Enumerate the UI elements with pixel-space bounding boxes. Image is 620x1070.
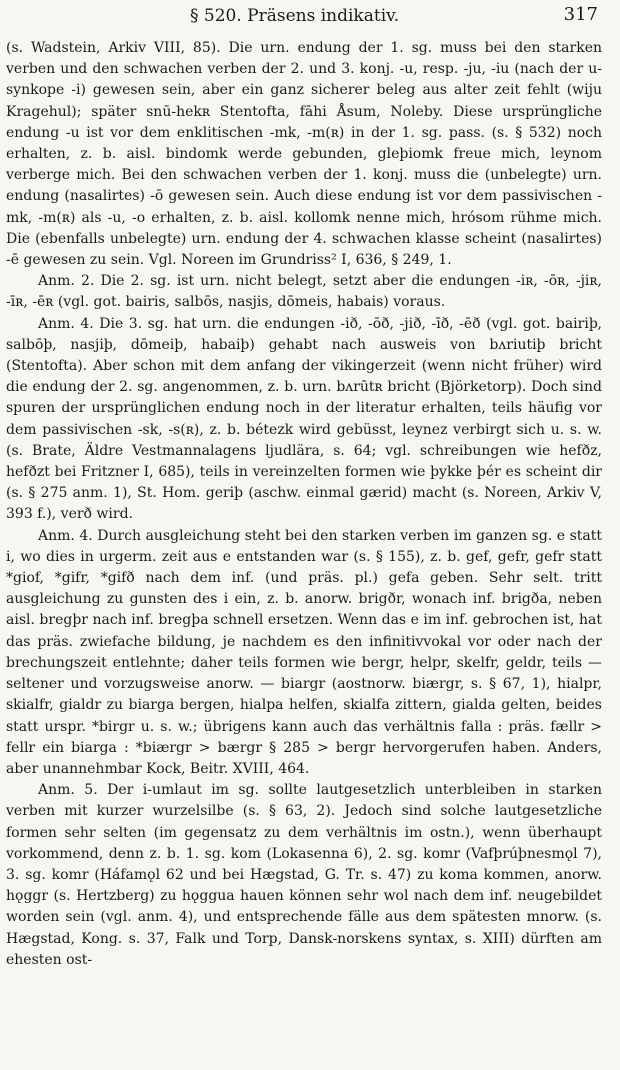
note-anm-4b: Anm. 4. Durch ausgleichung steht bei den starken verben im ganzen sg. e statt i, wo dies in urgerm. zeit aus e entstanden war (s. § 155), z. b. gef, gefr, gefr statt *giof, *gifr, *gifð nach dem inf. (und präs. pl.) gefa geben. Sehr selt. tritt ausgleichung zu gunsten des i ein, z. b. anorw. brigðr, wonach inf. brigða, neben aisl. bregþr nach inf. bregþa schnell ersetzen. Wenn das e im inf. gebrochen ist, hat das präs. zwiefache bildung, je nachdem es den infinitivvokal vor oder nach der brechungszeit entlehnte; daher teils formen wie bergr, helpr, skelfr, geldr, teils — seltener und vorzugsweise anorw. — biargr (aostnorw. biærgr, s. § 67, 1), hialpr, skialfr, gialdr zu biarga bergen, hialpa helfen, skialfa zittern, gialda gelten, beides statt urspr. *birgr u. s. w.; übrigens kann auch das verhältnis falla : präs. fællr > fellr ein biarga : *biærgr > bærgr § 285 > bergr hervorgerufen haben. Anders, aber unannehmbar Kock, Beitr. XVIII, 464. [6,527,602,777]
note-anm-5: Anm. 5. Der i-umlaut im sg. sollte lautgesetzlich unterbleiben in starken verben mit kurzer wurzelsilbe (s. § 63, 2). Jedoch sind solche lautgesetzliche formen sehr selten (im gegensatz zu dem verhältnis im ostn.), wenn überhaupt vorkommend, denn z. b. 1. sg. kom (Lokasenna 6), 2. sg. komr (Vafþrúþnesmǫl 7), 3. sg. komr (Háfamǫl 62 und bei Hægstad, G. Tr. s. 47) zu koma kommen, anorw. hǫggr (s. Hertzberg) zu hǫggua hauen können sehr wol nach dem inf. neugebildet worden sein (vgl. anm. 4), und entsprechende fälle aus dem spätesten mnorw. (s. Hægstad, Kong. s. 37, Falk und Torp, Dansk-norskens syntax, s. XIII) dürften am ehesten ost- [6,782,602,968]
note-anm-4a: Anm. 4. Die 3. sg. hat urn. die endungen -ið, -ōð, -jið, -īð, -ēð (vgl. got. bairiþ, salbōþ, nasjiþ, dōmeiþ, habaiþ) gehabt nach ausweis von bʌriutiþ bricht (Stentofta). Aber schon mit dem anfang der vikingerzeit (wenn nicht früher) wird die endung der 2. sg. angenommen, z. b. urn. bʌrūtʀ bricht (Björketorp). Doch sind spuren der ursprünglichen endung noch in der literatur erhalten, teils häufig vor dem passivischen -sk, -s(ʀ), z. b. bétezk wird gebüsst, leynez verbirgt sich u. s. w. (s. Brate, Äldre Vestmannalagens ljudlära, s. 64; vgl. schreibungen wie hefðz, hefðzt bei Fritzner I, 685), teils in vereinzelten formen wie þykke þér es scheint dir (s. § 275 anm. 1), St. Hom. geriþ (aschw. einmal gærid) macht (s. Noreen, Arkiv V, 393 f.), verð wird. [6,315,602,523]
note-anm-2: Anm. 2. Die 2. sg. ist urn. nicht belegt, setzt aber die endungen -iʀ, -ōʀ, -jiʀ, -īʀ, -ēʀ (vgl. got. bairis, salbōs, nasjis, dōmeis, habais) voraus. [6,273,602,311]
paragraph-continuation: (s. Wadstein, Arkiv VIII, 85). Die urn. endung der 1. sg. muss bei den starken verben und den schwachen verben der 2. und 3. konj. -u, resp. -ju, -iu (nach der u-synkope -i) gewesen sein, aber ein ganz sicherer beleg aus alter zeit fehlt (wiju Kragehul); später snū-hekʀ Stentofta, fāhi Åsum, Noleby. Diese ursprüngliche endung -u ist vor dem enklitischen -mk, -m(ʀ) in der 1. sg. pass. (s. § 532) noch erhalten, z. b. aisl. bindomk werde gebunden, gleþiomk freue mich, leynom verberge mich. Bei den schwachen verben der 1. konj. muss die (unbelegte) urn. endung (nasalirtes) -ō gewesen sein. Auch diese endung ist vor dem passivischen -mk, -m(ʀ) als -u, -o erhalten, z. b. aisl. kollomk nenne mich, hrósom rühme mich. Die (ebenfalls unbelegte) urn. endung der 4. schwachen klasse scheint (nasalirtes) -ē gewesen zu sein. Vgl. Noreen im Grundriss² I, 636, § 249, 1. [6,40,602,269]
text-body [6,38,602,971]
section-title: § 520. Präsens indikativ. [190,6,400,26]
running-header [0,2,620,28]
page-number: 317 [563,4,598,25]
